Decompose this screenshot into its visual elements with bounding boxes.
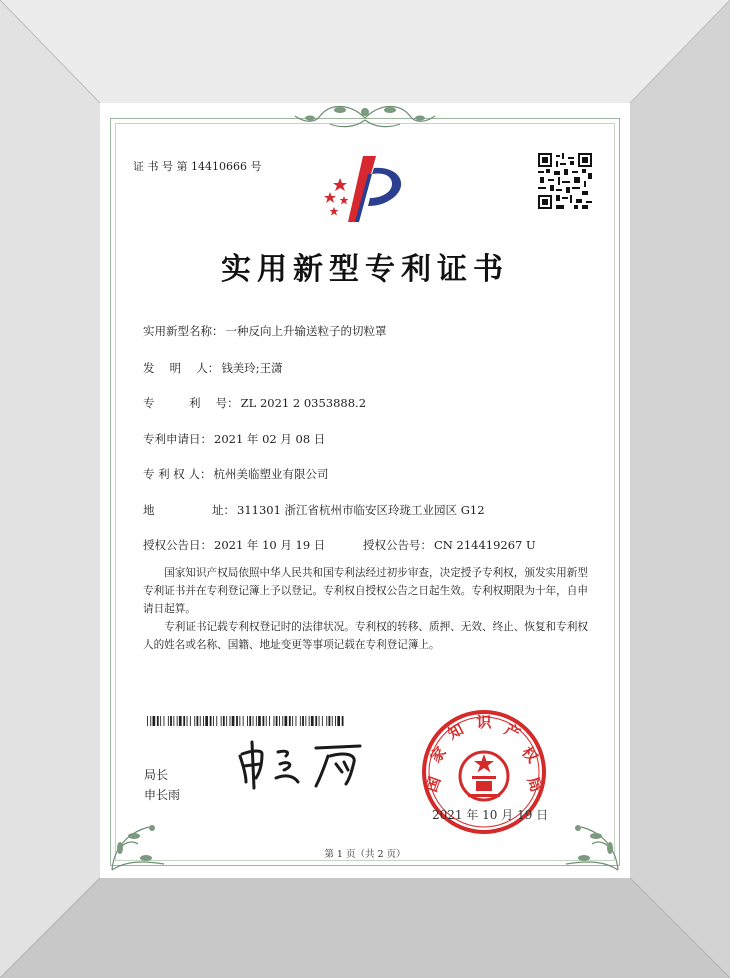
address-row: [143, 502, 485, 518]
grant-date-row: [143, 537, 325, 553]
grant-number-row: [363, 537, 536, 553]
field-value: 2021 年 02 月 08 日: [214, 432, 326, 446]
field-label: 专利申请日：: [143, 432, 212, 446]
certificate-paragraph: 国家知识产权局依照中华人民共和国专利法经过初步审查，决定授予专利权，颁发实用新型专利证书并在专利登记簿上予以登记。专利权自授权公告之日起生效。专利权期限为十年，自申请日起算。: [143, 567, 588, 615]
svg-text:识: 识: [476, 713, 492, 731]
svg-text:知: 知: [444, 720, 467, 744]
field-label: 发 明 人：: [143, 361, 220, 375]
barcode-icon: [147, 716, 347, 726]
field-value: 一种反向上升输送粒子的切粒罩: [225, 324, 387, 338]
certificate-number: [133, 158, 262, 174]
bottom-left-ornament: [104, 792, 174, 872]
certificate-number-label: 证 书 号 第: [133, 160, 188, 173]
field-label: 授权公告日：: [143, 538, 212, 552]
inventor-row: [143, 360, 283, 376]
top-ornament: [270, 98, 460, 132]
svg-text:国: 国: [422, 774, 445, 795]
field-value: 杭州美临塑业有限公司: [213, 467, 329, 481]
bottom-right-ornament: [556, 792, 626, 872]
field-label: 专 利 权 人：: [143, 467, 212, 481]
field-value: 2021 年 10 月 19 日: [214, 538, 326, 552]
patentee-row: [143, 466, 328, 482]
field-label: 实用新型名称：: [143, 324, 224, 338]
patent-number-row: [143, 395, 366, 411]
application-date-row: [143, 431, 325, 447]
svg-text:权: 权: [518, 743, 542, 767]
field-value: 311301 浙江省杭州市临安区玲珑工业园区 G12: [237, 503, 485, 517]
handwritten-signature: [232, 738, 372, 790]
svg-text:家: 家: [426, 743, 450, 767]
page-number: 第 1 页（共 2 页）: [324, 849, 406, 860]
qr-code-icon: [538, 153, 592, 209]
signatory-title: 局长: [144, 768, 169, 782]
utility-model-name-row: [143, 323, 387, 339]
certificate-number-value: 14410666: [191, 160, 247, 173]
certificate-title: 实用新型专利证书: [221, 252, 509, 287]
field-label: 专 利 号：: [143, 396, 239, 410]
field-value: ZL 2021 2 0353888.2: [240, 396, 367, 410]
seal-date: 2021 年 10 月 19 日: [432, 808, 549, 822]
certificate-number-suffix: 号: [250, 160, 262, 173]
cnipa-logo: [318, 152, 410, 224]
field-value: 钱美玲;王潇: [221, 361, 283, 375]
signatory-name: 申长雨: [144, 788, 181, 802]
field-value: CN 214419267 U: [434, 538, 536, 552]
certificate-paragraph: 专利证书记载专利权登记时的法律状况。专利权的转移、质押、无效、终止、恢复和专利权人的姓名或名称、国籍、地址变更等事项记载在专利登记簿上。: [143, 621, 588, 651]
svg-text:产: 产: [501, 720, 524, 744]
field-label: 授权公告号：: [363, 538, 432, 552]
svg-text:局: 局: [523, 774, 546, 795]
field-label: 地 址：: [143, 503, 235, 517]
